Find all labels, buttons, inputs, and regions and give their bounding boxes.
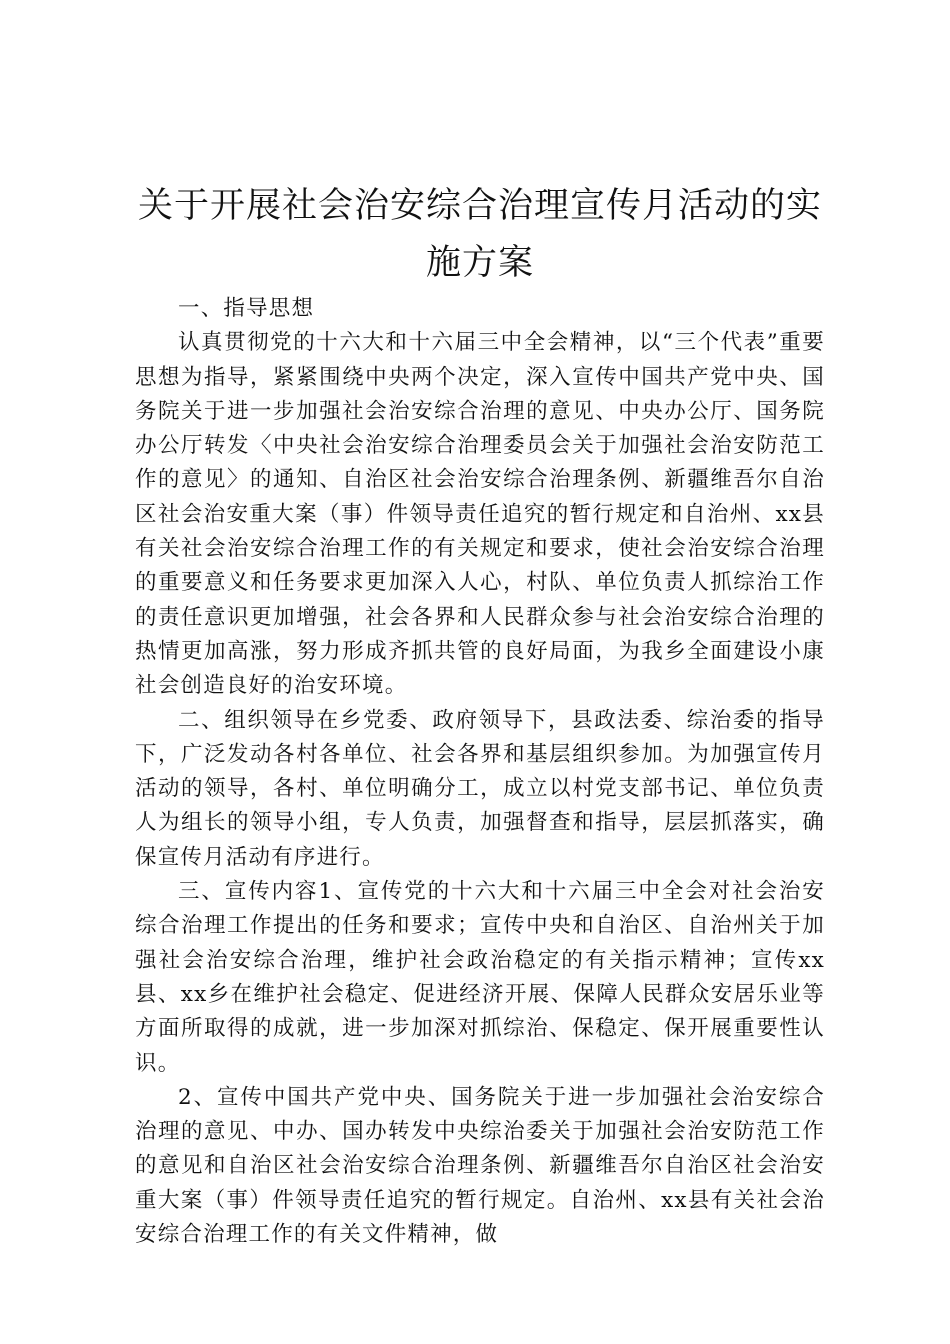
paragraph-publicity-content-2: 2、宣传中国共产党中央、国务院关于进一步加强社会治安综合治理的意见、中办、国办转发中央综治委关于加强社会治安防范工作的意见和自治区社会治安综合治理条例、新疆维吾尔自治区社会治安重大案（事）件领导责任追究的暂行规定。自治州、xx县有关社会治安综合治理工作的有关文件精神，做 [135, 1084, 825, 1248]
section-heading-guiding-thought: 一、指导思想 [178, 296, 315, 321]
paragraph-publicity-content-1: 三、宣传内容1、宣传党的十六大和十六届三中全会对社会治安综合治理工作提出的任务和要求；宣传中央和自治区、自治州关于加强社会治安综合治理，维护社会政治稳定的有关指示精神；宣传xx县、xx乡在维护社会稳定、促进经济开展、保障人民群众安居乐业等方面所取得的成就，进一步加深对抓综治、保稳定、保开展重要性认识。 [135, 879, 825, 1076]
paragraph-organization-leadership: 二、组织领导在乡党委、政府领导下，县政法委、综治委的指导下，广泛发动各村各单位、社会各界和基层组织参加。为加强宣传月活动的领导，各村、单位明确分工，成立以村党支部书记、单位负责人为组长的领导小组，专人负责，加强督查和指导，层层抓落实，确保宣传月活动有序进行。 [135, 707, 825, 870]
document-title: 关于开展社会治安综合治理宣传月活动的实施方案 [137, 186, 822, 283]
paragraph-guiding-thought: 认真贯彻党的十六大和十六届三中全会精神，以“三个代表”重要思想为指导，紧紧围绕中央两个决定，深入宣传中国共产党中央、国务院关于进一步加强社会治安综合治理的意见、中央办公厅、国务院办公厅转发〈中央社会治安综合治理委员会关于加强社会治安防范工作的意见〉的通知、自治区社会治安综合治理条例、新疆维吾尔自治区社会治安重大案（事）件领导责任追究的暂行规定和自治州、xx县有关社会治安综合治理工作的有关规定和要求，使社会治安综合治理的重要意义和任务要求更加深入人心，村队、单位负责人抓综治工作的责任意识更加增强，社会各界和人民群众参与社会治安综合治理的热情更加高涨，努力形成齐抓共管的良好局面，为我乡全面建设小康社会创造良好的治安环境。 [135, 330, 825, 699]
document-body [135, 292, 825, 1252]
